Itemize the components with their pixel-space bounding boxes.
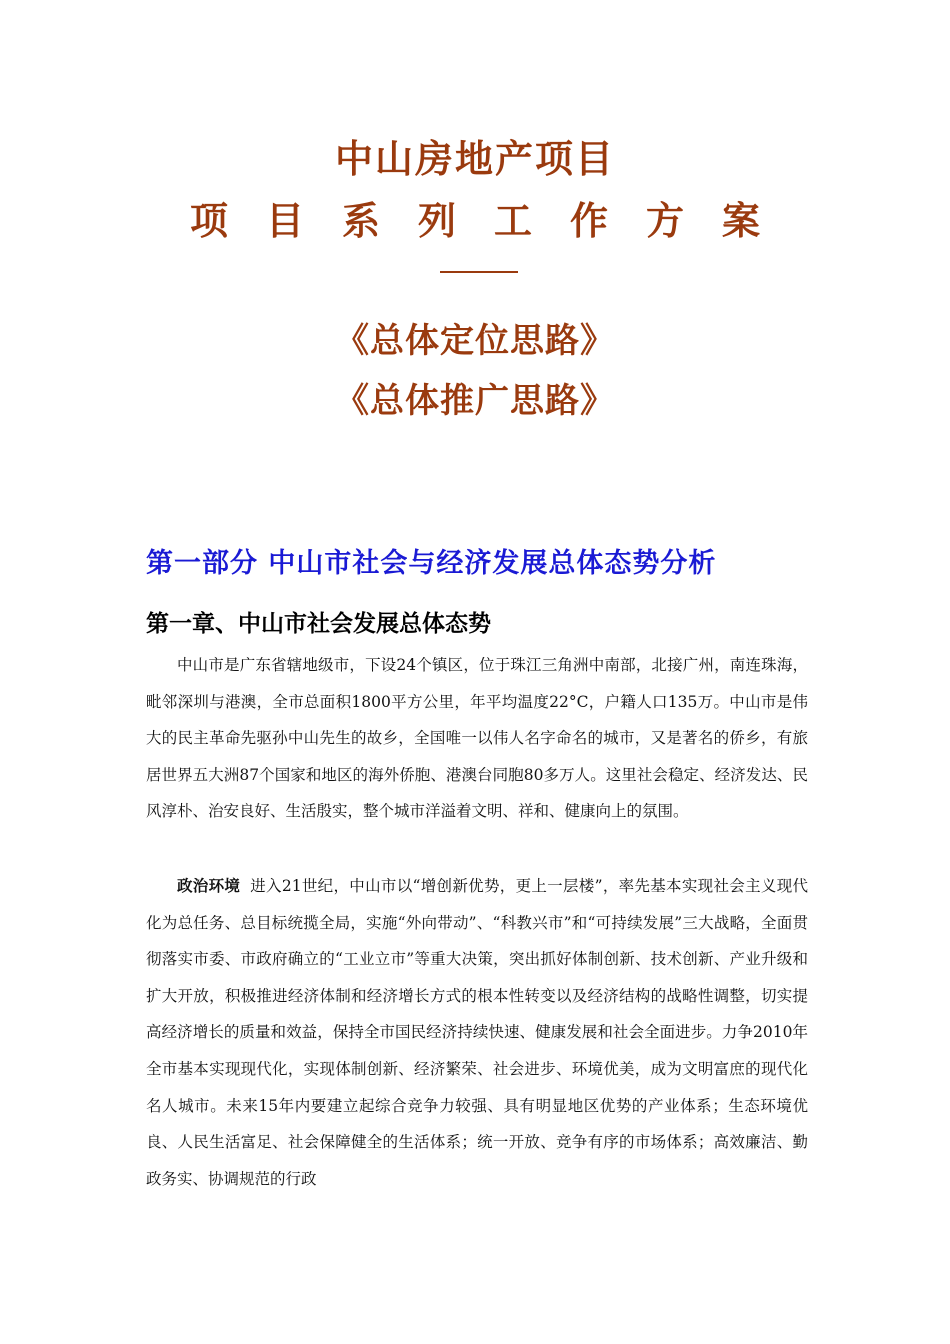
title-divider <box>440 271 518 273</box>
cover-subtitle-2: 《总体推广思路》 <box>335 381 615 421</box>
paragraph-lead-politics: 政治环境 <box>177 877 241 895</box>
cover-subtitle-1: 《总体定位思路》 <box>335 321 615 361</box>
body-paragraph-2 <box>146 868 808 1197</box>
body-paragraph-2-text: 进入21世纪，中山市以“增创新优势，更上一层楼”，率先基本实现社会主义现代化为总任务、总目标统揽全局，实施“外向带动”、“科教兴市”和“可持续发展”三大战略，全面贯彻落实市委、市政府确立的“工业立市”等重大决策，突出抓好体制创新、技术创新、产业升级和扩大开放，积极推进经济体制和经济增长方式的根本性转变以及经济结构的战略性调整，切实提高经济增长的质量和效益，保持全市国民经济持续快速、健康发展和社会全面进步。力争2010年全市基本实现现代化，实现体制创新、经济繁荣、社会进步、环境优美，成为文明富庶的现代化名人城市。未来15年内要建立起综合竞争力较强、具有明显地区优势的产业体系；生态环境优良、人民生活富足、社会保障健全的生活体系；统一开放、竞争有序的市场体系；高效廉洁、勤政务实、协调规范的行政 <box>146 877 808 1188</box>
body-paragraph-1: 中山市是广东省辖地级市，下设24个镇区，位于珠江三角洲中南部，北接广州，南连珠海，毗邻深圳与港澳，全市总面积1800平方公里，年平均温度22°C，户籍人口135万。中山市是伟大的民主革命先驱孙中山先生的故乡，全国唯一以伟人名字命名的城市，又是著名的侨乡，有旅居世界五大洲87个国家和地区的海外侨胞、港澳台同胞80多万人。这里社会稳定、经济发达、民风淳朴、治安良好、生活殷实，整个城市洋溢着文明、祥和、健康向上的氛围。 <box>146 656 808 821</box>
cover-title-line1: 中山房地产项目 <box>334 137 615 181</box>
chapter-heading: 第一章、中山市社会发展总体态势 <box>146 611 491 637</box>
part-heading: 第一部分 中山市社会与经济发展总体态势分析 <box>146 548 717 579</box>
cover-title-line2: 项目系列工作方案 <box>189 199 798 243</box>
